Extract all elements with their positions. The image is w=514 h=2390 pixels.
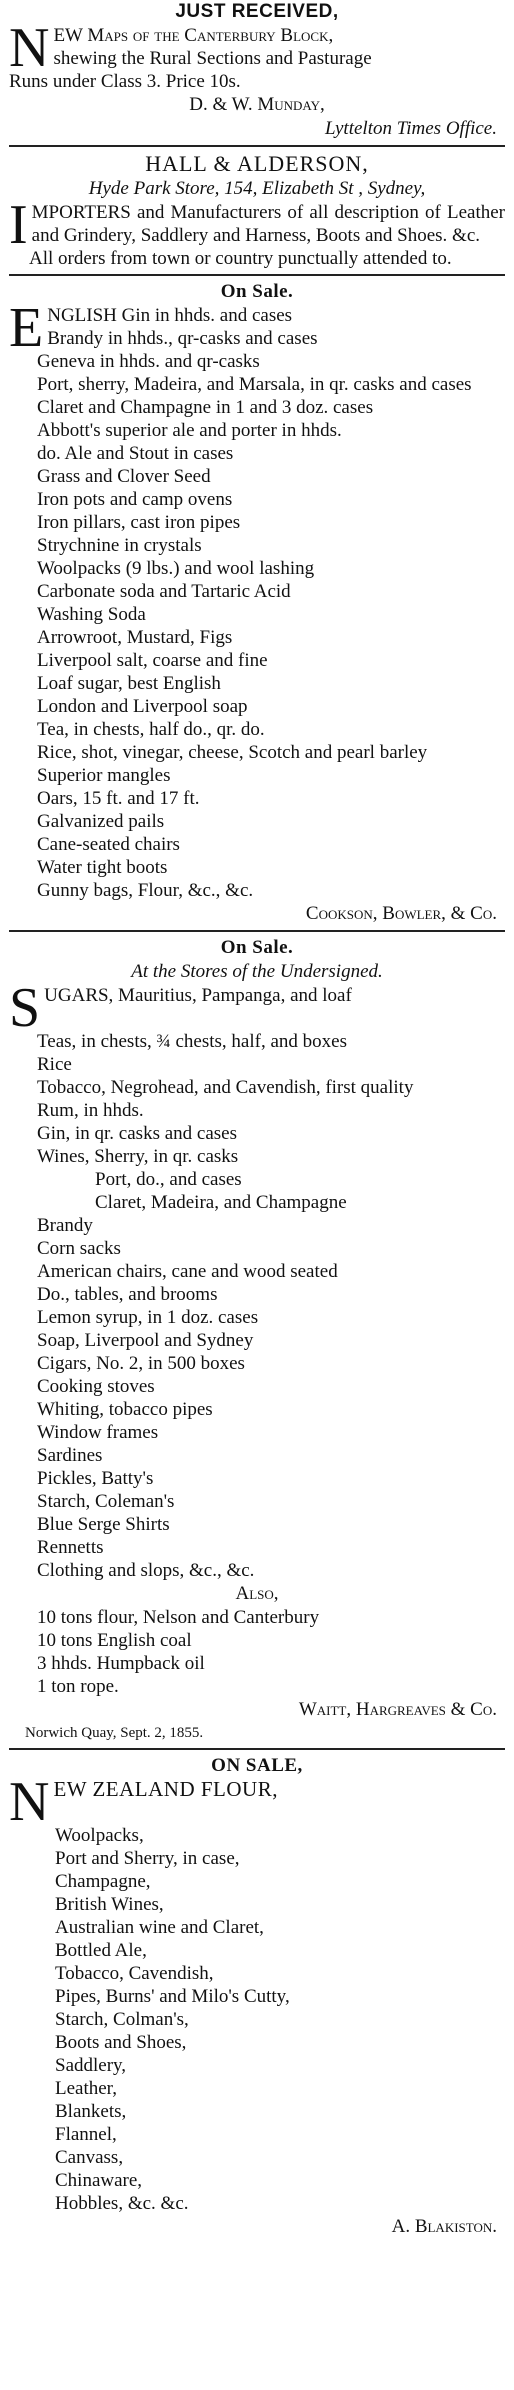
list-item: Starch, Colman's, [55, 2009, 189, 2030]
ad-date: Norwich Quay, Sept. 2, 1855. [25, 1725, 204, 1741]
list-item: Rice, shot, vinegar, cheese, Scotch and pearl barley [37, 742, 428, 763]
list-item: American chairs, cane and wood seated [37, 1261, 338, 1282]
list-item: Liverpool salt, coarse and fine [37, 650, 268, 671]
list-item: Hobbles, &c. &c. [55, 2193, 189, 2214]
list-item: Tea, in chests, half do., qr. do. [37, 719, 265, 740]
list-item: Woolpacks, [55, 1825, 144, 1846]
divider [9, 1748, 505, 1750]
list-item: Clothing and slops, &c., &c. [37, 1560, 255, 1581]
list-item: Boots and Shoes, [55, 2032, 187, 2053]
list-item: Iron pots and camp ovens [37, 489, 233, 510]
list-item: Tobacco, Negrohead, and Cavendish, first quality [37, 1077, 414, 1098]
list-item: Gunny bags, Flour, &c., &c. [37, 880, 254, 901]
ad-heading: On Sale. [220, 937, 294, 958]
list-item: Window frames [37, 1422, 159, 1443]
list-item: 3 hhds. Humpback oil [37, 1653, 205, 1674]
list-item: Galvanized pails [37, 811, 165, 832]
list-item: Arrowroot, Mustard, Figs [37, 627, 233, 648]
drop-cap: I [9, 194, 28, 256]
ad-signature: A. Blakiston. [391, 2216, 497, 2237]
list-item: Superior mangles [37, 765, 171, 786]
also-label: Also, [235, 1583, 279, 1604]
ad-blakiston [9, 1754, 505, 2239]
list-item: Strychnine in crystals [37, 535, 202, 556]
list-item: Cigars, No. 2, in 500 boxes [37, 1353, 245, 1374]
list-item: Water tight boots [37, 857, 168, 878]
divider [9, 930, 505, 932]
ad-signature: Waitt, Hargreaves & Co. [298, 1699, 497, 1720]
ad-office: Lyttelton Times Office. [324, 118, 497, 139]
list-item: Sardines [37, 1445, 103, 1466]
list-item: Leather, [55, 2078, 118, 2099]
list-item: Lemon syrup, in 1 doz. cases [37, 1307, 259, 1328]
list-item: Iron pillars, cast iron pipes [37, 512, 241, 533]
list-item: Cooking stoves [37, 1376, 155, 1397]
ad-heading: On Sale. [220, 281, 294, 302]
ad-cookson [9, 280, 505, 926]
list-item: Carbonate soda and Tartaric Acid [37, 581, 291, 602]
list-item: 1 ton rope. [37, 1676, 119, 1697]
list-item: Woolpacks (9 lbs.) and wool lashing [37, 558, 315, 579]
ad-waitt [9, 936, 505, 1744]
list-item: Claret and Champagne in 1 and 3 doz. cases [37, 397, 374, 418]
drop-cap: N [9, 1771, 50, 1833]
list-item: British Wines, [55, 1894, 164, 1915]
list-item: Champagne, [55, 1871, 151, 1892]
ad-line: Runs under Class 3. Price 10s. [9, 71, 241, 92]
drop-cap: S [9, 977, 41, 1039]
ad-text: MPORTERS and Manufacturers of all description of Leather and Grindery, Saddlery and Harness, Boots and Shoes. &c. [31, 202, 505, 246]
ad-line: EW Maps of the Canterbury Block, [53, 25, 334, 46]
list-item: UGARS, Mauritius, Pampanga, and loaf [44, 985, 352, 1006]
list-item: Bottled Ale, [55, 1940, 147, 1961]
ad-text: All orders from town or country punctually attended to. [29, 248, 452, 269]
list-item: Gin, in qr. casks and cases [37, 1123, 237, 1144]
list-item: Whiting, tobacco pipes [37, 1399, 213, 1420]
ad-address: Hyde Park Store, 154, Elizabeth St , Sydney, [88, 178, 426, 199]
ad-maps [9, 0, 505, 141]
ad-heading: JUST RECEIVED, [175, 1, 339, 22]
list-item: Blue Serge Shirts [37, 1514, 170, 1535]
list-item: London and Liverpool soap [37, 696, 248, 717]
goods-list [9, 1214, 505, 1582]
list-item: Canvass, [55, 2147, 124, 2168]
goods-list [9, 1030, 505, 1168]
list-item: Cane-seated chairs [37, 834, 180, 855]
drop-cap: N [9, 17, 50, 79]
list-item: Port, do., and cases [95, 1169, 242, 1190]
list-item: do. Ale and Stout in cases [37, 443, 234, 464]
list-item: Brandy [37, 1215, 93, 1236]
ad-signature: D. & W. Munday, [189, 94, 325, 115]
list-item: Oars, 15 ft. and 17 ft. [37, 788, 200, 809]
list-item: Do., tables, and brooms [37, 1284, 218, 1305]
list-item: Brandy in hhds., qr-casks and cases [47, 328, 318, 349]
list-item: Port and Sherry, in case, [55, 1848, 240, 1869]
list-item: Blankets, [55, 2101, 127, 2122]
list-item: Corn sacks [37, 1238, 121, 1259]
list-item: Rennetts [37, 1537, 104, 1558]
list-item: Flannel, [55, 2124, 117, 2145]
list-item: Wines, Sherry, in qr. casks [37, 1146, 239, 1167]
list-item: Soap, Liverpool and Sydney [37, 1330, 254, 1351]
drop-cap: E [9, 297, 44, 359]
ad-heading: ON SALE, [211, 1755, 303, 1776]
list-item: Geneva in hhds. and qr-casks [37, 351, 260, 372]
goods-list [9, 350, 505, 902]
ad-title: HALL & ALDERSON, [145, 151, 369, 176]
list-item: 10 tons flour, Nelson and Canterbury [37, 1607, 320, 1628]
list-item: Chinaware, [55, 2170, 143, 2191]
list-item: Washing Soda [37, 604, 146, 625]
list-item: Grass and Clover Seed [37, 466, 211, 487]
list-item: Claret, Madeira, and Champagne [95, 1192, 347, 1213]
divider [9, 274, 505, 276]
list-item: Loaf sugar, best English [37, 673, 221, 694]
list-item: Pickles, Batty's [37, 1468, 154, 1489]
list-item: Saddlery, [55, 2055, 127, 2076]
divider [9, 145, 505, 147]
list-item: Pipes, Burns' and Milo's Cutty, [55, 1986, 290, 2007]
goods-list [9, 1824, 505, 2215]
ad-subheading: At the Stores of the Undersigned. [131, 961, 383, 982]
list-item: Rice [37, 1054, 72, 1075]
list-item: Teas, in chests, ¾ chests, half, and boxes [37, 1031, 347, 1052]
list-item: Rum, in hhds. [37, 1100, 144, 1121]
list-item: NGLISH Gin in hhds. and cases [47, 305, 293, 326]
list-item: Australian wine and Claret, [55, 1917, 264, 1938]
list-item: Tobacco, Cavendish, [55, 1963, 214, 1984]
ad-hall-alderson [9, 151, 505, 270]
list-item: Starch, Coleman's [37, 1491, 175, 1512]
ad-signature: Cookson, Bowler, & Co. [305, 903, 497, 924]
ad-line: shewing the Rural Sections and Pasturage [53, 48, 372, 69]
list-item: 10 tons English coal [37, 1630, 192, 1651]
goods-list [9, 1606, 505, 1698]
list-item: Port, sherry, Madeira, and Marsala, in qr. casks and cases [37, 374, 472, 395]
list-item: Abbott's superior ale and porter in hhds. [37, 420, 342, 441]
list-item: EW ZEALAND FLOUR, [53, 1777, 278, 1801]
